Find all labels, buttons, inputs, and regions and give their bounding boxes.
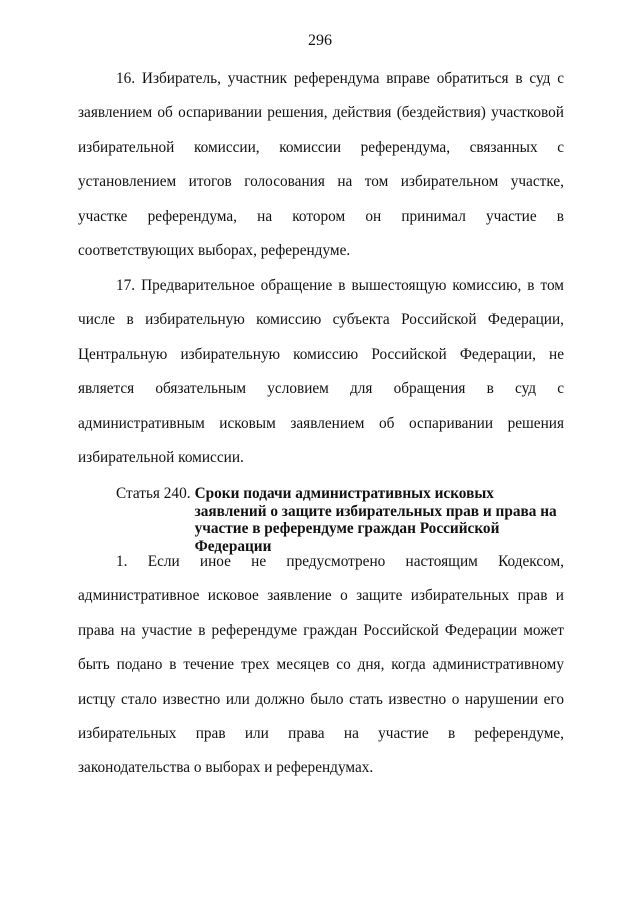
paragraph-17 [78, 269, 564, 475]
paragraph-16-text: 16. Избиратель, участник референдума вправе обратиться в суд с заявлением об оспаривании решения, действия (бездействия) участковой избирательной комиссии, комиссии референдума, связанных с установлением итогов голосования на том избирательном участке, участке референдума, на котором он принимал участие в соответствующих выборах, референдуме. [78, 70, 564, 260]
paragraph-17-text: 17. Предварительное обращение в вышестоящую комиссию, в том числе в избирательную комиссию субъекта Российской Федерации, Центральную избирательную комиссию Российской Федерации, не является обязательным условием для обращения в суд с административным исковым заявлением об оспаривании решения избирательной комиссии. [78, 277, 564, 467]
paragraph-1 [78, 545, 564, 786]
article-number: Статья 240. [116, 485, 191, 502]
paragraph-16 [78, 62, 564, 268]
paragraph-1-text: 1. Если иное не предусмотрено настоящим Кодексом, административное исковое заявление о защите избирательных прав и права на участие в референдуме граждан Российской Федерации может быть подано в течение трех месяцев со дня, когда административному истцу стало известно или должно было стать известно о нарушении его избирательных прав или права на участие в референдуме, законодательства о выборах и референдумах. [78, 553, 564, 777]
page-number: 296 [308, 32, 332, 49]
article-title: Сроки подачи административных исковых заявлений о защите избирательных прав и права на участие в референдуме граждан Российской Федерации [194, 485, 557, 555]
